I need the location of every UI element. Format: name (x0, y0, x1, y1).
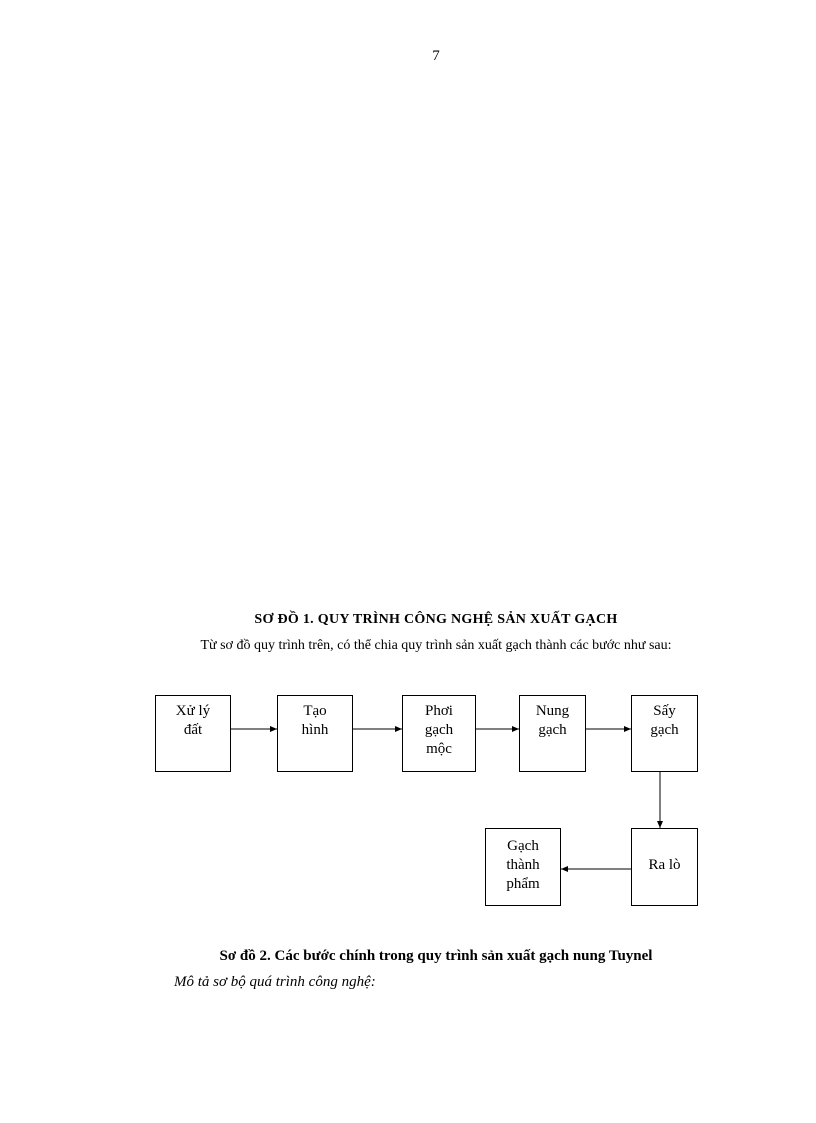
step-text-line: mộc (426, 741, 452, 757)
step-gach-thanh-pham (485, 828, 561, 906)
diagram2-caption: Sơ đồ 2. Các bước chính trong quy trình sản xuất gạch nung Tuynel (219, 948, 653, 964)
step-text-line: Xử lý (175, 703, 211, 719)
step-text-line: gạch (538, 722, 567, 738)
step-text-line: Phơi (425, 703, 453, 719)
step-text-line: phẩm (506, 876, 540, 892)
step-text-line: Tạo (303, 703, 327, 719)
description-heading: Mô tả sơ bộ quá trình công nghệ: (174, 974, 376, 990)
diagram1-caption: SƠ ĐỒ 1. QUY TRÌNH CÔNG NGHỆ SẢN XUẤT GẠCH (254, 612, 618, 627)
step-text-line: gạch (424, 722, 454, 738)
step-text-line: Ra lò (648, 857, 681, 873)
step-text-line: gạch (650, 722, 679, 738)
step-text-line: Nung (535, 703, 570, 719)
step-tao-hinh (277, 695, 353, 772)
step-text-line: Sấy (653, 703, 676, 719)
intro-text: Từ sơ đồ quy trình trên, có thể chia quy trình sản xuất gạch thành các bước như sau: (200, 638, 672, 653)
page-number: 7 (432, 48, 440, 64)
step-text-line: hình (301, 722, 329, 738)
step-ra-lo (631, 828, 698, 906)
step-nung-gach (519, 695, 586, 772)
step-say-gach (631, 695, 698, 772)
step-text-line: Gạch (507, 838, 539, 854)
step-text-line: đất (183, 722, 203, 738)
step-text-line: thành (506, 857, 540, 873)
step-phoi-gach-moc (402, 695, 476, 772)
step-xu-ly-dat (155, 695, 231, 772)
